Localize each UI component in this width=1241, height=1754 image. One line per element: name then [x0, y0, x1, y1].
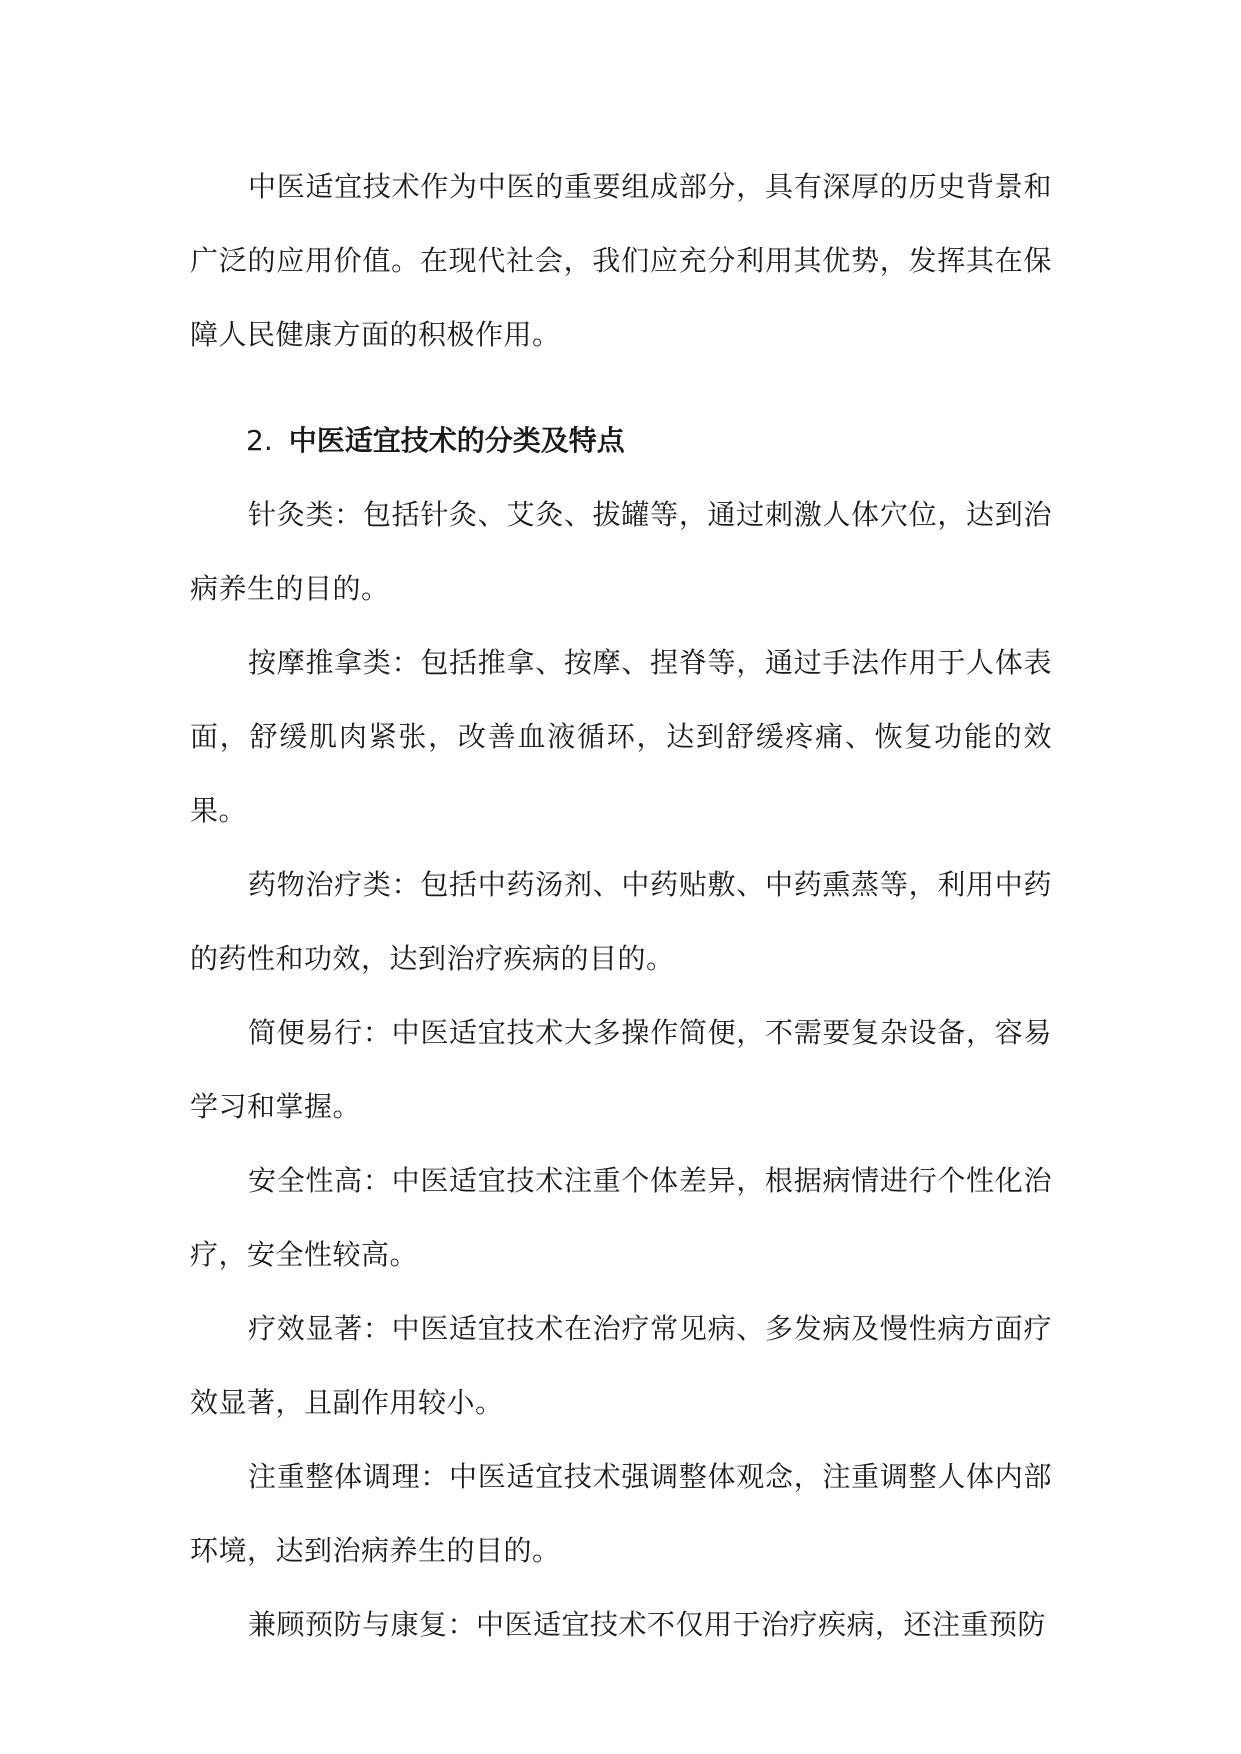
- paragraph-holistic: 注重整体调理：中医适宜技术强调整体观念，注重调整人体内部环境，达到治病养生的目的。: [190, 1460, 1052, 1567]
- section-number: 2.: [246, 424, 273, 457]
- section-heading: [190, 404, 1052, 478]
- paragraph-safety: 安全性高：中医适宜技术注重个体差异，根据病情进行个性化治疗，安全性较高。: [190, 1164, 1052, 1271]
- paragraph-acupuncture: 针灸类：包括针灸、艾灸、拔罐等，通过刺激人体穴位，达到治病养生的目的。: [190, 498, 1052, 605]
- paragraph-simple: 简便易行：中医适宜技术大多操作简便，不需要复杂设备，容易学习和掌握。: [190, 1016, 1052, 1123]
- paragraph-massage: 按摩推拿类：包括推拿、按摩、捏脊等，通过手法作用于人体表面，舒缓肌肉紧张，改善血液循环，达到舒缓疼痛、恢复功能的效果。: [190, 646, 1052, 827]
- section-title: 中医适宜技术的分类及特点: [288, 424, 625, 457]
- intro-paragraph: 中医适宜技术作为中医的重要组成部分，具有深厚的历史背景和广泛的应用价值。在现代社会，我们应充分利用其优势，发挥其在保障人民健康方面的积极作用。: [190, 170, 1052, 351]
- paragraph-herbal-therapy: 药物治疗类：包括中药汤剂、中药贴敷、中药熏蒸等，利用中药的药性和功效，达到治疗疾病的目的。: [190, 868, 1052, 975]
- document-page: [190, 150, 1052, 1662]
- paragraph-efficacy: 疗效显著：中医适宜技术在治疗常见病、多发病及慢性病方面疗效显著，且副作用较小。: [190, 1312, 1052, 1419]
- section-gap: [190, 372, 1052, 404]
- paragraph-prevention: 兼顾预防与康复：中医适宜技术不仅用于治疗疾病，还注重预防: [248, 1608, 1047, 1641]
